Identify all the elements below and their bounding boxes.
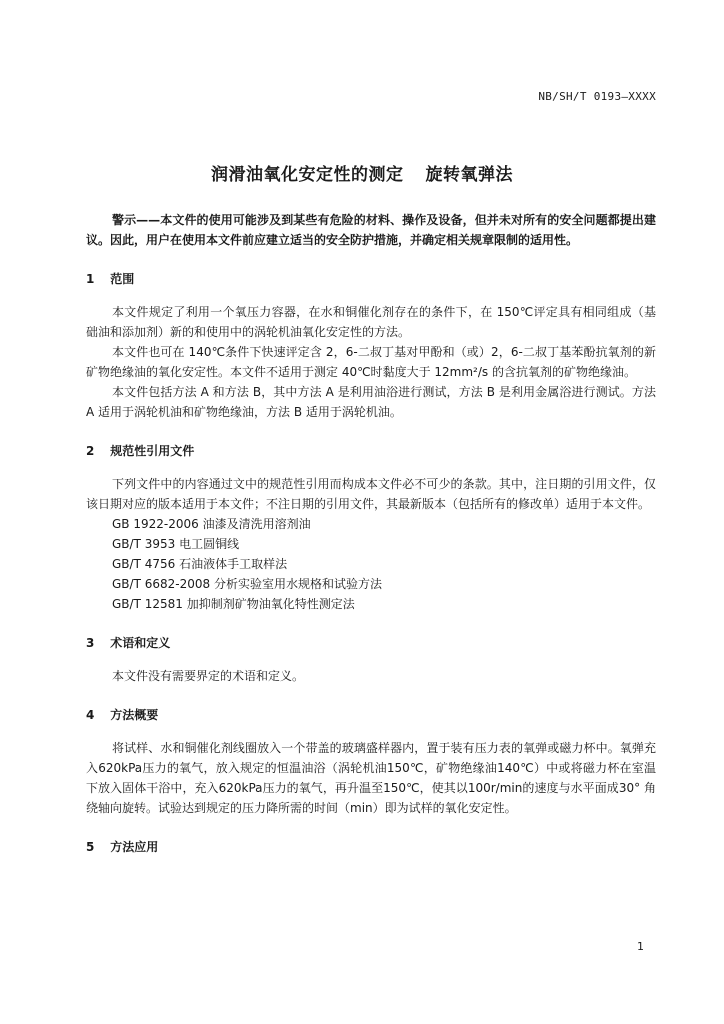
section-heading-normative-references [86,441,656,461]
section-number: 4 [86,708,95,722]
section-number: 2 [86,444,95,458]
paragraph: 本文件也可在 140℃条件下快速评定含 2，6-二叔丁基对甲酚和（或）2，6-二叔丁基苯酚抗氧剂的新矿物绝缘油的氧化安定性。本文件不适用于测定 40℃时黏度大于 12mm²/s 的含抗氧剂的矿物绝缘油。 [86,345,656,379]
section-heading-scope [86,269,656,289]
section-number: 5 [86,840,95,854]
reference-item: GB 1922-2006 油漆及清洗用溶剂油 [112,517,311,531]
paragraph: 本文件规定了利用一个氧压力容器，在水和铜催化剂存在的条件下，在 150℃评定具有相同组成（基础油和添加剂）新的和使用中的涡轮机油氧化安定性的方法。 [86,305,656,339]
section-heading-terms [86,633,656,653]
paragraph: 本文件包括方法 A 和方法 B，其中方法 A 是利用油浴进行测试，方法 B 是利用金属浴进行测试。方法 A 适用于涡轮机油和矿物绝缘油，方法 B 适用于涡轮机油。 [86,385,656,419]
document-number: NB/SH/T 0193—XXXX [538,90,656,103]
section-title: 术语和定义 [110,636,171,650]
section-heading-method-application [86,837,656,857]
reference-list [86,514,656,614]
section-title: 方法应用 [110,840,159,854]
section-title: 范围 [110,272,135,286]
paragraph: 下列文件中的内容通过文中的规范性引用而构成本文件必不可少的条款。其中，注日期的引用文件，仅该日期对应的版本适用于本文件；不注日期的引用文件，其最新版本（包括所有的修改单）适用于本文件。 [86,477,656,511]
page-number: 1 [637,940,644,953]
section-title: 方法概要 [110,708,159,722]
document-body [86,210,656,870]
warning-paragraph: 警示——本文件的使用可能涉及到某些有危险的材料、操作及设备，但并未对所有的安全问题都提出建议。因此，用户在使用本文件前应建立适当的安全防护措施，并确定相关规章限制的适用性。 [86,213,656,247]
reference-item: GB/T 6682-2008 分析实验室用水规格和试验方法 [112,577,382,591]
paragraph: 将试样、水和铜催化剂线圈放入一个带盖的玻璃盛样器内，置于装有压力表的氧弹或磁力杯中。氧弹充入620kPa压力的氧气，放入规定的恒温油浴（涡轮机油150℃，矿物绝缘油140℃）中或将磁力杯在室温下放入固体干浴中，充入620kPa压力的氧气，再升温至150℃，使其以100r/min的速度与水平面成30° 角绕轴向旋转。试验达到规定的压力降所需的时间（min）即为试样的氧化安定性。 [86,741,656,815]
reference-item: GB/T 12581 加抑制剂矿物油氧化特性测定法 [112,597,355,611]
reference-item: GB/T 3953 电工圆铜线 [112,537,240,551]
paragraph: 本文件没有需要界定的术语和定义。 [112,669,305,683]
title-part-1: 润滑油氧化安定性的测定 [211,165,404,185]
section-title: 规范性引用文件 [110,444,195,458]
section-heading-method-summary [86,705,656,725]
reference-item: GB/T 4756 石油液体手工取样法 [112,557,288,571]
title-part-2: 旋转氧弹法 [425,165,513,185]
section-number: 3 [86,636,95,650]
document-title [0,160,724,185]
section-number: 1 [86,272,95,286]
